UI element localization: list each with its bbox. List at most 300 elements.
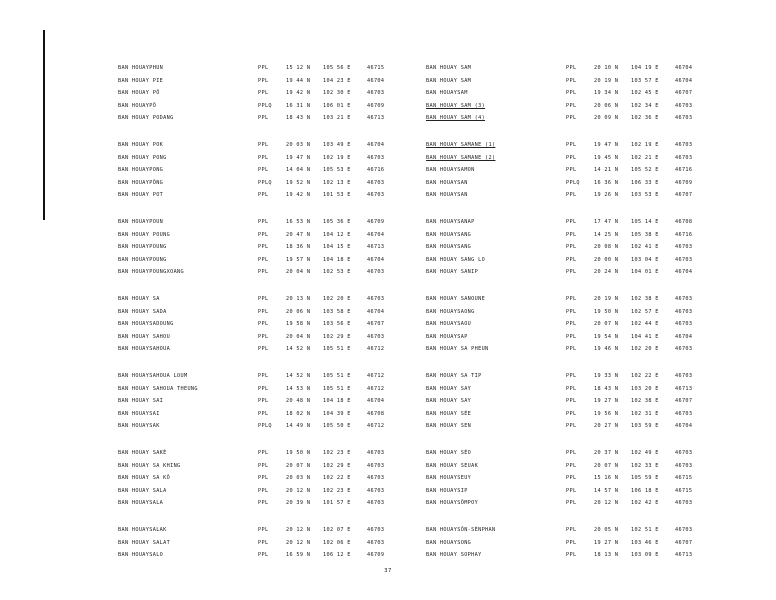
entry-lon: 102 34 E [631,102,659,109]
entry-lon: 102 23 E [323,450,351,456]
entry-name: BAN HOUAYSANG [426,244,472,250]
entry-lat: 20 47 N [286,231,311,238]
entry-lat: 20 04 N [286,269,311,275]
entry-lon: 102 29 E [323,462,351,469]
entry-code: 46703 [367,487,385,494]
entry-lon: 105 53 E [323,167,351,173]
entry-lon: 104 01 E [631,269,659,275]
entry-name: BAN HOUAY SANG LO [426,256,486,263]
entry-lat: 20 08 N [594,244,619,250]
entry-lon: 105 38 E [631,231,659,238]
entry-lon: 102 20 E [631,346,659,352]
entry-code: 46704 [675,333,693,340]
entry-lat: 18 43 N [286,115,311,121]
entry-lat: 14 52 N [286,373,311,379]
page-number: 37 [384,568,392,574]
entry-name: BAN HOUAY SAHOUA THEUNG [118,385,198,392]
entry-type: PPL [258,333,269,340]
entry-lat: 16 31 N [286,102,311,109]
entry-lat: 20 06 N [286,308,311,315]
entry-name: BAN HOUAYSALO [118,552,164,558]
entry-lat: 20 09 N [594,115,619,121]
entry-name: BAN HOUAYSAM [426,90,468,96]
entry-code: 46703 [675,256,693,263]
entry-code: 46715 [367,65,385,71]
entry-type: PPL [258,527,269,533]
entry-type: PPL [566,154,577,161]
entry-type: PPL [258,539,269,546]
entry-name: BAN HOUAY SAM [426,65,472,71]
entry-lat: 20 10 N [594,65,619,71]
entry-type: PPL [566,192,577,198]
entry-type: PPL [566,296,577,302]
entry-code: 46703 [675,346,693,352]
entry-lon: 105 36 E [323,219,351,225]
entry-name: BAN HOUAYSONG [426,539,472,546]
entry-name: BAN HOUAY SANOUNE [426,296,486,302]
entry-type: PPL [258,231,269,238]
entry-name: BAN HOUAY SAM (4) [426,115,486,121]
entry-lon: 106 01 E [323,102,351,109]
entry-lat: 16 59 N [286,552,311,558]
entry-lat: 20 07 N [594,462,619,469]
entry-code: 46704 [367,398,385,404]
entry-lat: 20 06 N [594,102,619,109]
entry-name: BAN HOUAY SALAT [118,539,171,546]
entry-type: PPL [258,219,269,225]
entry-lon: 106 18 E [631,487,659,494]
entry-lat: 17 47 N [594,219,619,225]
entry-lat: 20 12 N [286,539,311,546]
entry-name: BAN HOUAY SA TIP [426,373,482,379]
entry-name: BAN HOUAY SAMANE (2) [426,154,496,161]
entry-lat: 19 52 N [286,179,311,186]
entry-code: 46703 [367,500,385,506]
entry-name: BAN HOUAYPONG [118,167,164,173]
entry-lon: 103 20 E [631,385,659,392]
entry-type: PPL [566,373,577,379]
entry-lat: 20 48 N [286,398,311,404]
entry-code: 46708 [367,410,385,417]
entry-lat: 19 27 N [594,398,619,404]
entry-code: 46704 [367,142,385,148]
entry-type: PPL [566,346,577,352]
entry-code: 46703 [675,154,693,161]
entry-code: 46709 [367,219,385,225]
entry-lon: 102 41 E [631,244,659,250]
entry-lon: 104 15 E [323,244,351,250]
entry-type: PPL [566,321,577,327]
entry-lat: 19 50 N [286,450,311,456]
entry-type: PPL [566,462,577,469]
entry-lat: 14 53 N [286,385,311,392]
entry-code: 46716 [675,231,693,238]
entry-type: PPL [566,102,577,109]
entry-name: BAN HOUAY SAMANE (1) [426,142,496,148]
entry-lon: 104 18 E [323,256,351,263]
entry-name: BAN HOUAYPOUNG [118,256,167,263]
entry-code: 46707 [675,398,693,404]
entry-code: 46712 [367,423,385,429]
entry-type: PPL [566,450,577,456]
entry-name: BAN HOUAYSAONG [426,308,475,315]
entry-name: BAN HOUAYPOUNG [118,244,167,250]
entry-lon: 102 23 E [323,487,351,494]
entry-code: 46707 [367,321,385,327]
entry-lat: 20 37 N [594,450,619,456]
entry-name: BAN HOUAY SAY [426,398,472,404]
entry-name: BAN HOUAYSÔN-SÈNPHAN [426,527,496,533]
entry-type: PPL [258,115,269,121]
entry-lat: 18 13 N [594,552,619,558]
entry-type: PPL [566,244,577,250]
entry-name: BAN HOUAYPOUNGXOANG [118,269,184,275]
entry-name: BAN HOUAY SANIP [426,269,479,275]
entry-name: BAN HOUAY POT [118,192,164,198]
entry-name: BAN HOUAYPOUN [118,219,164,225]
entry-code: 46715 [675,475,693,481]
entry-lon: 102 21 E [631,154,659,161]
entry-lon: 106 12 E [323,552,351,558]
entry-code: 46703 [675,410,693,417]
entry-code: 46713 [675,552,693,558]
entry-type: PPL [258,385,269,392]
entry-type: PPL [566,487,577,494]
entry-code: 46703 [675,450,693,456]
entry-name: BAN HOUAYSAHOUA [118,346,171,352]
entry-name: BAN HOUAYSAI [118,410,160,417]
entry-name: BAN HOUAYSAK [118,423,160,429]
entry-name: BAN HOUAY SÉE [426,410,472,417]
entry-lon: 102 20 E [323,296,351,302]
entry-name: BAN HOUAY PODANG [118,115,174,121]
entry-type: PPL [566,142,577,148]
entry-lat: 14 49 N [286,423,311,429]
entry-name: BAN HOUAYSAHOUA LOUM [118,373,188,379]
entry-name: BAN HOUAYSAMON [426,167,475,173]
entry-lon: 102 42 E [631,500,659,506]
entry-type: PPL [258,410,269,417]
entry-lat: 20 07 N [594,321,619,327]
entry-lon: 103 04 E [631,256,659,263]
entry-code: 46703 [367,462,385,469]
entry-name: BAN HOUAYSEUY [426,475,472,481]
entry-lat: 19 44 N [286,77,311,84]
entry-type: PPL [566,90,577,96]
entry-lon: 104 39 E [323,410,351,417]
entry-lon: 103 57 E [631,77,659,84]
entry-name: BAN HOUAY SA [118,296,160,302]
entry-type: PPL [258,450,269,456]
entry-lon: 102 30 E [323,90,351,96]
entry-code: 46707 [675,539,693,546]
entry-name: BAN HOUAY SALA [118,487,167,494]
entry-lon: 104 18 E [323,398,351,404]
entry-name: BAN HOUAYSALAK [118,527,167,533]
entry-lon: 102 44 E [631,321,659,327]
entry-type: PPL [566,77,577,84]
entry-lat: 19 42 N [286,192,311,198]
entry-code: 46704 [675,423,693,429]
entry-code: 46704 [675,65,693,71]
entry-lat: 19 54 N [594,333,619,340]
entry-type: PPL [566,256,577,263]
entry-code: 46712 [367,346,385,352]
entry-lon: 103 56 E [323,321,351,327]
entry-type: PPL [258,154,269,161]
entry-lat: 19 47 N [286,154,311,161]
entry-lon: 102 57 E [631,308,659,315]
entry-lat: 19 50 N [594,308,619,315]
entry-type: PPL [566,385,577,392]
entry-lat: 14 04 N [286,167,311,173]
entry-name: BAN HOUAYSÔMPOY [426,500,479,506]
entry-type: PPL [258,77,269,84]
entry-code: 46703 [675,500,693,506]
entry-name: BAN HOUAYSANG [426,231,472,238]
entry-name: BAN HOUAYPÔ [118,102,157,109]
entry-lon: 103 46 E [631,539,659,546]
entry-code: 46703 [367,475,385,481]
entry-type: PPL [566,231,577,238]
entry-lat: 20 12 N [286,527,311,533]
entry-code: 46703 [367,450,385,456]
entry-code: 46703 [367,539,385,546]
entry-type: PPL [258,142,269,148]
entry-code: 46703 [675,308,693,315]
entry-name: BAN HOUAY SA PHEUN [426,346,489,352]
entry-name: BAN HOUAY SAI [118,398,164,404]
entry-type: PPL [258,192,269,198]
entry-lat: 18 36 N [286,244,311,250]
entry-code: 46703 [367,90,385,96]
entry-lat: 20 07 N [286,462,311,469]
entry-lon: 101 53 E [323,192,351,198]
entry-name: BAN HOUAYSANAP [426,219,475,225]
entry-lat: 19 34 N [594,90,619,96]
entry-lon: 105 51 E [323,373,351,379]
entry-lon: 102 19 E [631,142,659,148]
entry-lat: 14 57 N [594,487,619,494]
entry-lon: 105 51 E [323,346,351,352]
entry-type: PPL [566,219,577,225]
entry-name: BAN HOUAY SAHOU [118,333,171,340]
entry-code: 46704 [367,308,385,315]
entry-type: PPL [258,487,269,494]
entry-type: PPL [258,462,269,469]
entry-type: PPL [566,115,577,121]
entry-lon: 102 22 E [323,475,351,481]
entry-type: PPL [258,308,269,315]
entry-lat: 19 46 N [594,346,619,352]
entry-lon: 104 19 E [631,65,659,71]
entry-code: 46703 [675,244,693,250]
entry-lat: 14 25 N [594,231,619,238]
entry-type: PPL [258,398,269,404]
entry-lon: 102 51 E [631,527,659,533]
entry-lon: 102 31 E [631,410,659,417]
entry-code: 46709 [367,552,385,558]
entry-type: PPL [258,296,269,302]
entry-lat: 19 27 N [594,539,619,546]
entry-code: 46712 [367,385,385,392]
entry-lat: 20 04 N [286,333,311,340]
entry-type: PPL [258,552,269,558]
entry-lon: 104 23 E [323,77,351,84]
entry-code: 46703 [675,462,693,469]
entry-type: PPL [258,90,269,96]
entry-code: 46703 [367,333,385,340]
entry-name: BAN HOUAY SÉO [426,450,472,456]
entry-name: BAN HOUAYSAN [426,179,468,186]
entry-lon: 104 41 E [631,333,659,340]
entry-type: PPL [258,269,269,275]
entry-name: BAN HOUAYPHUN [118,65,164,71]
entry-lon: 103 49 E [323,142,351,148]
entry-code: 46713 [367,244,385,250]
entry-code: 46703 [367,154,385,161]
entry-lon: 106 33 E [631,179,659,186]
entry-code: 46716 [675,167,693,173]
entry-type: PPL [566,500,577,506]
entry-lat: 19 57 N [286,256,311,263]
entry-lon: 102 07 E [323,527,351,533]
entry-type: PPL [258,244,269,250]
entry-name: BAN HOUAY POK [118,142,164,148]
entry-lon: 102 13 E [323,179,351,186]
entry-code: 46703 [367,192,385,198]
entry-name: BAN HOUAYSIP [426,487,468,494]
entry-type: PPL [566,539,577,546]
entry-type: PPL [258,65,269,71]
entry-code: 46707 [675,192,693,198]
entry-type: PPL [566,475,577,481]
entry-lon: 103 21 E [323,115,351,121]
entry-name: BAN HOUAYSAP [426,333,468,340]
entry-type: PPL [566,269,577,275]
entry-type: PPLQ [258,102,272,109]
entry-type: PPLQ [258,423,272,429]
entry-name: BAN HOUAY SOPHAY [426,552,482,558]
entry-lat: 19 56 N [594,410,619,417]
entry-name: BAN HOUAY SEUAK [426,462,479,469]
entry-lat: 20 39 N [286,500,311,506]
entry-type: PPL [258,373,269,379]
entry-code: 46704 [367,231,385,238]
entry-lon: 102 06 E [323,539,351,546]
entry-lat: 20 03 N [286,142,311,148]
entry-lat: 20 03 N [286,475,311,481]
entry-lat: 18 02 N [286,410,311,417]
entry-lat: 20 13 N [286,296,311,302]
entry-lon: 101 57 E [323,500,351,506]
entry-name: BAN HOUAY SAM [426,77,472,84]
entry-code: 46703 [675,102,693,109]
entry-lat: 19 33 N [594,373,619,379]
entry-lat: 20 00 N [594,256,619,263]
entry-lat: 20 12 N [594,500,619,506]
entry-lat: 15 16 N [594,475,619,481]
entry-lat: 20 19 N [594,296,619,302]
entry-lon: 102 33 E [631,462,659,469]
entry-lon: 102 19 E [323,154,351,161]
entry-name: BAN HOUAYSALA [118,500,164,506]
entry-code: 46703 [675,321,693,327]
entry-lat: 15 12 N [286,65,311,71]
entry-type: PPL [258,321,269,327]
entry-type: PPL [566,552,577,558]
entry-lon: 105 52 E [631,167,659,173]
entry-type: PPL [566,333,577,340]
entry-name: BAN HOUAY SADA [118,308,167,315]
entry-lon: 103 59 E [631,423,659,429]
entry-type: PPL [566,410,577,417]
entry-name: BAN HOUAYSADOUNG [118,321,174,327]
entry-lat: 16 36 N [594,179,619,186]
entry-lon: 105 50 E [323,423,351,429]
entry-lon: 102 29 E [323,333,351,340]
entry-code: 46713 [367,115,385,121]
entry-code: 46703 [675,527,693,533]
entry-type: PPL [566,65,577,71]
entry-lon: 103 53 E [631,192,659,198]
entry-lat: 19 47 N [594,142,619,148]
entry-name: BAN HOUAY SA KÔ [118,475,171,481]
entry-lat: 20 19 N [594,77,619,84]
entry-name: BAN HOUAYPÔNG [118,179,164,186]
entry-code: 46709 [675,179,693,186]
entry-code: 46715 [675,487,693,494]
entry-name: BAN HOUAYSAOU [426,321,472,327]
entry-lon: 103 58 E [323,308,351,315]
entry-lat: 20 05 N [594,527,619,533]
entry-type: PPL [258,475,269,481]
entry-type: PPL [566,398,577,404]
entry-name: BAN HOUAY SAKÈ [118,450,167,456]
entry-code: 46703 [367,527,385,533]
entry-name: BAN HOUAY SAY [426,385,472,392]
entry-type: PPL [566,167,577,173]
entry-name: BAN HOUAY POUNG [118,231,171,238]
entry-lat: 19 26 N [594,192,619,198]
entry-lon: 102 38 E [631,296,659,302]
entry-code: 46703 [675,115,693,121]
entry-lat: 19 58 N [286,321,311,327]
entry-code: 46713 [675,385,693,392]
entry-code: 46703 [367,296,385,302]
entry-name: BAN HOUAY SEN [426,423,472,429]
entry-name: BAN HOUAYSAN [426,192,468,198]
entry-type: PPL [258,346,269,352]
entry-code: 46712 [367,373,385,379]
entry-code: 46708 [675,219,693,225]
entry-lat: 19 42 N [286,90,311,96]
entry-type: PPL [566,308,577,315]
entry-name: BAN HOUAY PIE [118,77,164,84]
entry-name: BAN HOUAY SAM (3) [426,102,486,109]
entry-lat: 20 12 N [286,487,311,494]
entry-lon: 102 53 E [323,269,351,275]
entry-type: PPL [566,527,577,533]
entry-code: 46703 [675,373,693,379]
entry-name: BAN HOUAY PÔ [118,90,160,96]
entry-code: 46703 [675,296,693,302]
entry-code: 46707 [675,90,693,96]
entry-type: PPL [258,500,269,506]
entry-lon: 105 59 E [631,475,659,481]
entry-code: 46703 [675,142,693,148]
entry-lat: 14 52 N [286,346,311,352]
